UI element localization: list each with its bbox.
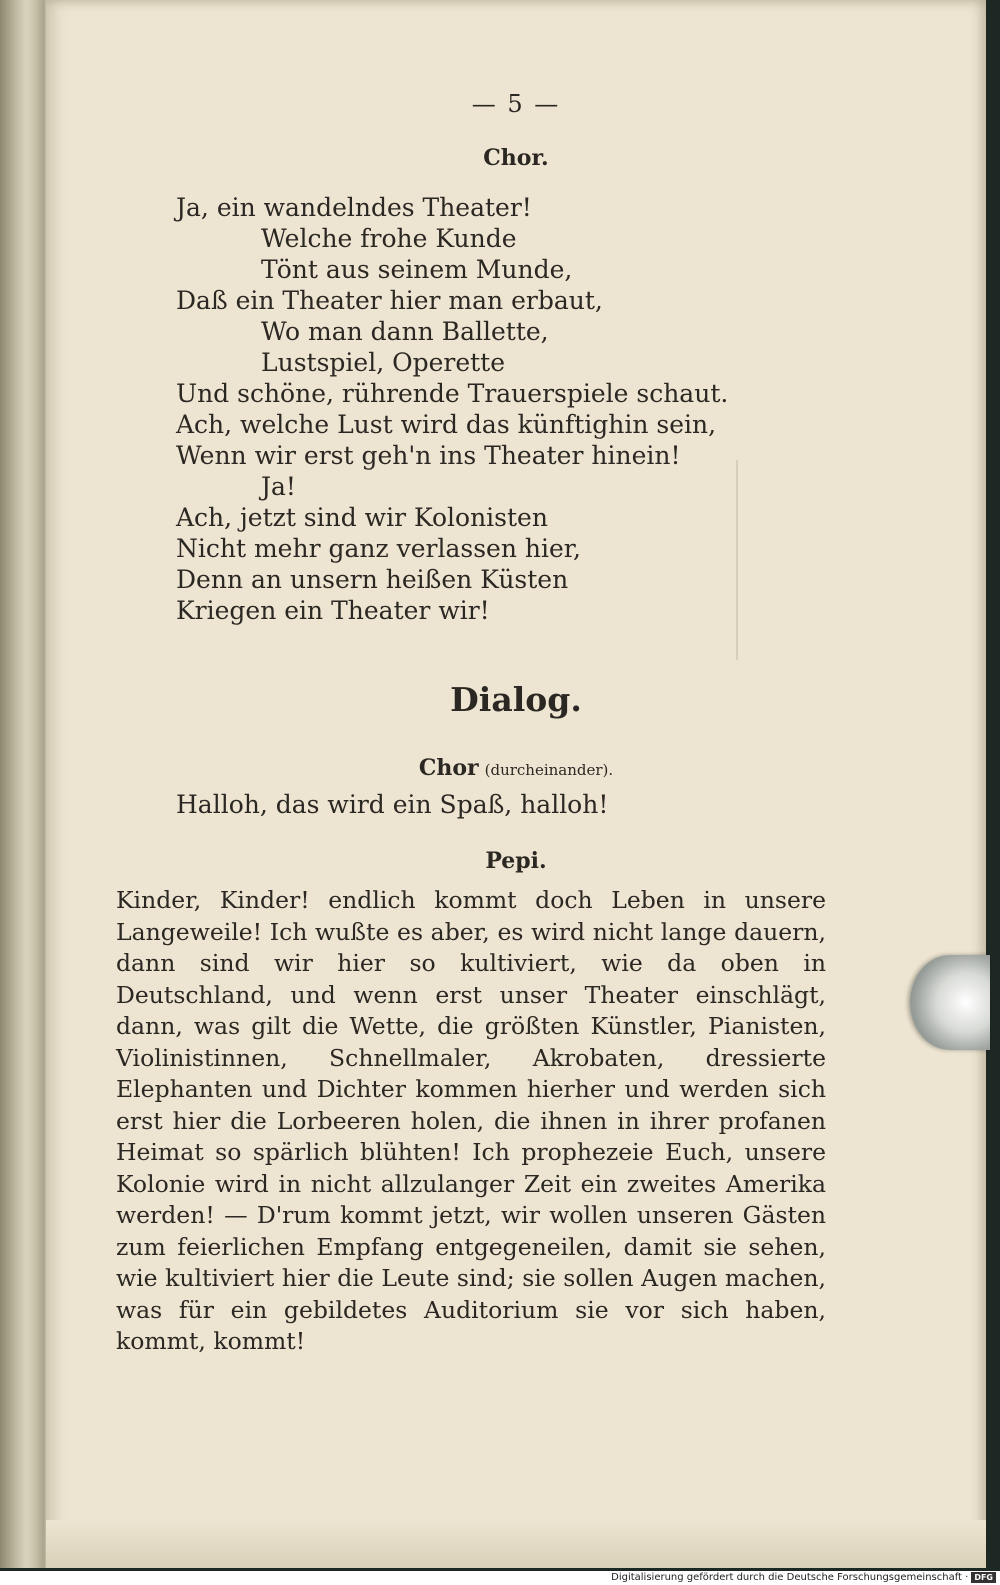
verse-line: Welche frohe Kunde xyxy=(261,224,517,253)
bleed-through-bracket xyxy=(736,460,828,660)
verse-line: Denn an unsern heißen Küsten xyxy=(176,565,569,594)
verse-line: Wenn wir erst geh'n ins Theater hinein! xyxy=(176,441,681,470)
scan-clamp xyxy=(910,955,990,1050)
verse-line: Ach, jetzt sind wir Kolonisten xyxy=(176,503,548,532)
verse-line: Ach, welche Lust wird das künftighin sein, xyxy=(176,410,717,439)
verse-line: Nicht mehr ganz verlassen hier, xyxy=(176,534,581,563)
chor-line: Halloh, das wird ein Spaß, halloh! xyxy=(176,790,609,819)
verse-line: Und schöne, rührende Trauerspiele schaut. xyxy=(176,379,729,408)
footer-text: Digitalisierung gefördert durch die Deutsche Forschungsgemeinschaft · xyxy=(611,1572,969,1583)
chor-stage-heading xyxy=(46,755,986,781)
dfg-logo: DFG xyxy=(971,1572,996,1583)
stage-direction: (durcheinander). xyxy=(484,761,614,779)
verse-line: Ja! xyxy=(261,472,296,501)
chor-heading: Chor. xyxy=(483,145,549,171)
chor-speaker: Chor xyxy=(418,755,479,781)
dialog-heading: Dialog. xyxy=(450,680,582,719)
verse-line: Daß ein Theater hier man erbaut, xyxy=(176,286,603,315)
verse-line: Tönt aus seinem Munde, xyxy=(261,255,573,284)
verse-line: Ja, ein wandelndes Theater! xyxy=(176,193,532,222)
book-spine xyxy=(0,0,48,1568)
book-page xyxy=(46,0,986,1568)
verse-line: Kriegen ein Theater wir! xyxy=(176,596,490,625)
page-bottom-edge xyxy=(46,1520,986,1568)
verse-line: Lustspiel, Operette xyxy=(261,348,506,377)
verse-line: Wo man dann Ballette, xyxy=(261,317,549,346)
footer-credit xyxy=(0,1571,1000,1585)
pepi-heading: Pepi. xyxy=(485,848,547,874)
page-number: — 5 — xyxy=(471,90,561,118)
pepi-speech: Kinder, Kinder! endlich kommt doch Leben in unsere Langeweile! Ich wußte es aber, es wird nicht lange dauern, dann sind wir hier so kultiviert, wie da oben in Deutschland, und wenn erst unser Theater einschlägt, dann, was gilt die Wette, die größten Künstler, Pianisten, Violinistinnen, Schnellmaler, Akrobaten, dressierte Elephanten und Dichter kommen hierher und werden sich erst hier die Lorbeeren holen, die ihnen in ihrer profanen Heimat so spärlich blühten! Ich prophezeie Euch, unsere Kolonie wird in nicht allzulanger Zeit ein zweites Amerika werden! — D'rum kommt jetzt, wir wollen unseren Gästen zum feierlichen Empfang entgegeneilen, damit sie sehen, wie kultiviert hier die Leute sind; sie sollen Augen machen, was für ein gebildetes Auditorium sie vor sich haben, kommt, kommt! xyxy=(116,886,826,1355)
